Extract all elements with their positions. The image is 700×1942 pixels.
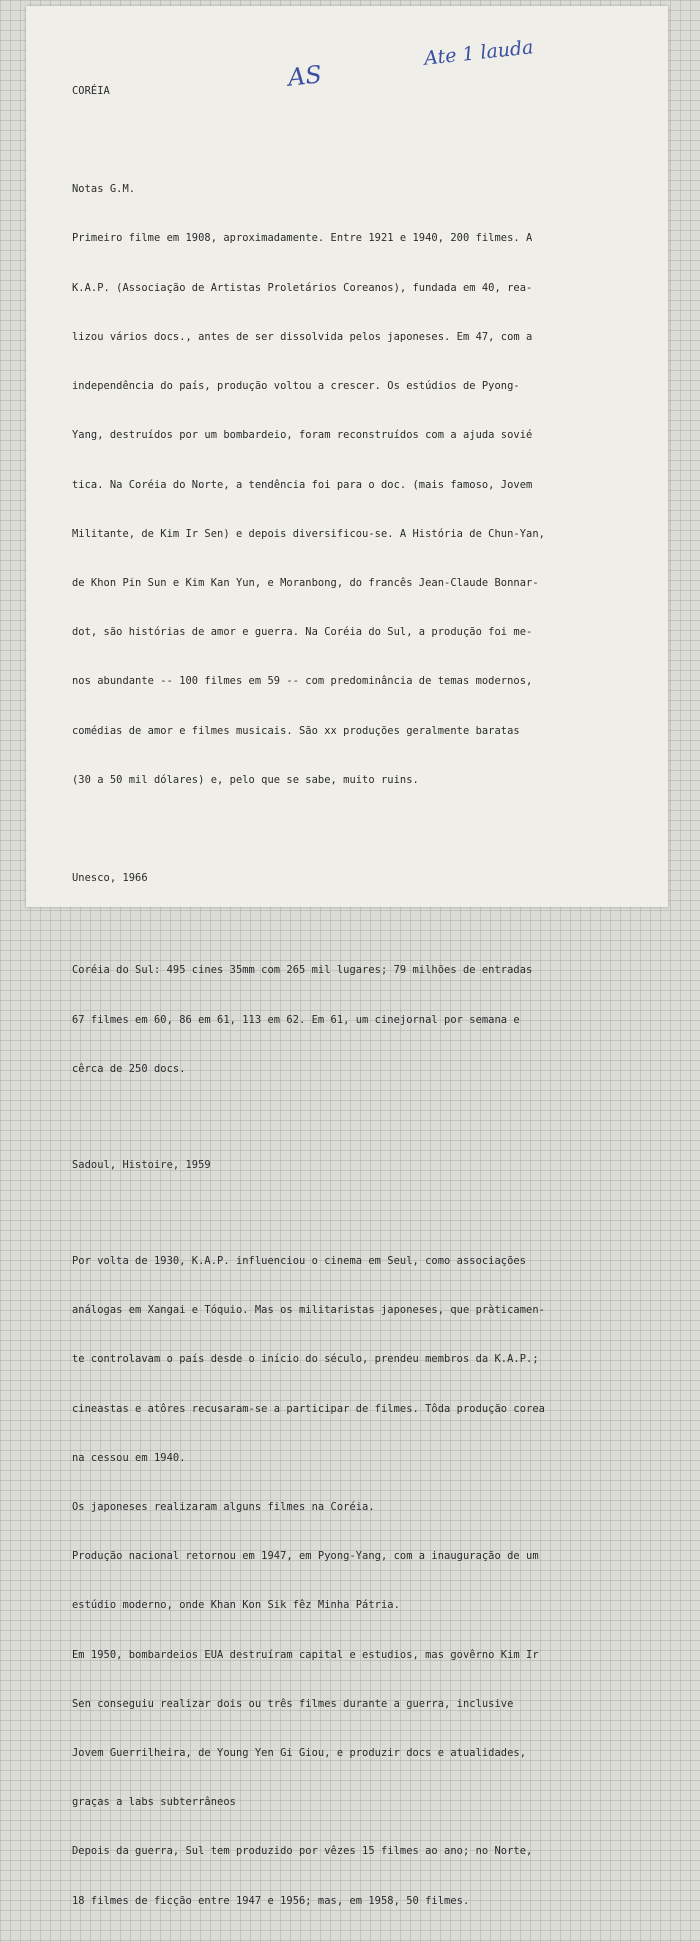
text-line: Produção nacional retornou em 1947, em Pyong-Yang, com a inauguração de um (72, 1550, 539, 1563)
handwritten-initials: AS (286, 60, 324, 92)
text-line: tica. Na Coréia do Norte, a tendência foi para o doc. (mais famoso, Jovem (72, 478, 533, 491)
spacer (72, 1206, 662, 1220)
text-line: Sen conseguiu realizar dois ou três filmes durante a guerra, inclusive (72, 1697, 514, 1710)
text-line: K.A.P. (Associação de Artistas Proletários Coreanos), fundada em 40, rea- (72, 281, 533, 294)
text-line: independência do país, produção voltou a crescer. Os estúdios de Pyong- (72, 380, 520, 393)
text-line: de Khon Pin Sun e Kim Kan Yun, e Moranbong, do francês Jean-Claude Bonnar- (72, 577, 539, 589)
text-line: na cessou em 1940. (72, 1451, 186, 1464)
section-unesco: Unesco, 1966 (72, 872, 148, 885)
section-sadoul: Sadoul, Histoire, 1959 (72, 1158, 211, 1171)
section-notas: Notas G.M. (72, 183, 136, 196)
text-line: Yang, destruídos por um bombardeio, foram reconstruídos com a ajuda sovié (72, 429, 533, 442)
handwritten-note: Ate 1 lauda (423, 36, 535, 70)
text-line: Primeiro filme em 1908, aproximadamente. Entre 1921 e 1940, 200 filmes. A (72, 232, 533, 245)
text-line: cêrca de 250 docs. (72, 1062, 186, 1075)
text-line: Coréia do Sul: 495 cines 35mm com 265 mil lugares; 79 milhões de entradas (72, 964, 533, 977)
text-line: Em 1950, bombardeios EUA destruíram capital e estudios, mas govêrno Kim Ir (72, 1648, 539, 1661)
text-line: análogas em Xangai e Tóquio. Mas os militaristas japoneses, que pràticamen- (72, 1304, 545, 1317)
text-line: te controlavam o país desde o início do século, prendeu membros da K.A.P.; (72, 1353, 539, 1366)
blank-line (72, 821, 662, 837)
text-line: Por volta de 1930, K.A.P. influenciou o cinema em Seul, como associações (72, 1254, 527, 1267)
text-line: dot, são histórias de amor e guerra. Na Coréia do Sul, a produção foi me- (72, 626, 533, 639)
text-line: comédias de amor e filmes musicais. São xx produções geralmente baratas (72, 724, 520, 737)
text-line: (30 a 50 mil dólares) e, pelo que se sabe, muito ruins. (72, 773, 419, 786)
text-line: 18 filmes de ficção entre 1947 e 1956; mas, em 1958, 50 filmes. (72, 1894, 470, 1907)
spacer (72, 1110, 662, 1124)
typewritten-page (26, 6, 668, 1907)
text-line: 67 filmes em 60, 86 em 61, 113 em 62. Em 61, um cinejornal por semana e (72, 1013, 520, 1026)
text-line: Jovem Guerrilheira, de Young Yen Gi Giou, e produzir docs e atualidades, (72, 1747, 527, 1760)
text-line: cineastas e atôres recusaram-se a participar de filmes. Tôda produção corea (72, 1402, 545, 1415)
heading-coreia: CORÉIA (72, 84, 110, 97)
typed-text (72, 50, 662, 1942)
spacer (72, 920, 662, 930)
text-line: lizou vários docs., antes de ser dissolvida pelos japoneses. Em 47, com a (72, 330, 533, 343)
text-line: nos abundante -- 100 filmes em 59 -- com predominância de temas modernos, (72, 675, 533, 688)
text-line: graças a labs subterrâneos (72, 1796, 236, 1809)
text-line: Militante, de Kim Ir Sen) e depois diversificou-se. A História de Chun-Yan, (72, 527, 545, 540)
text-line: Os japoneses realizaram alguns filmes na Coréia. (72, 1500, 375, 1513)
text-line: estúdio moderno, onde Khan Kon Sik fêz Minha Pátria. (72, 1599, 400, 1612)
text-line: Depois da guerra, Sul tem produzido por vêzes 15 filmes ao ano; no Norte, (72, 1845, 533, 1858)
blank-line (72, 132, 662, 148)
